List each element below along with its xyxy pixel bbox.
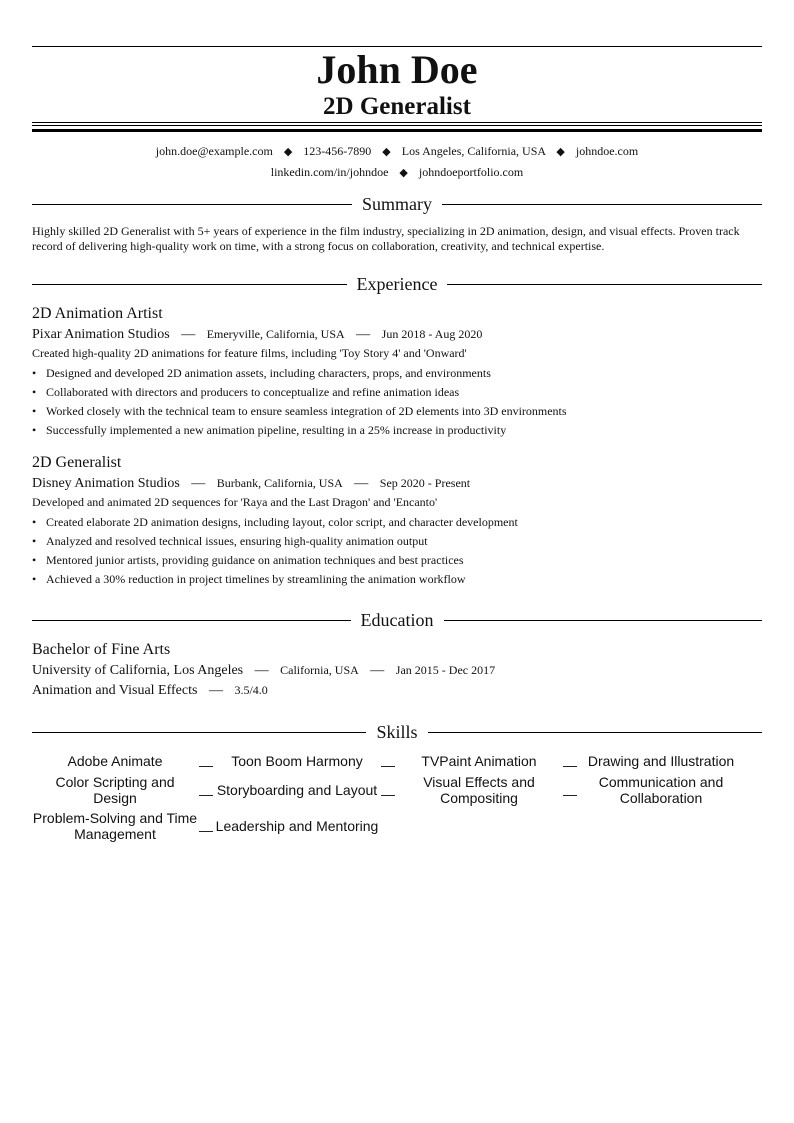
gpa: 3.5/4.0 [234,683,268,697]
bullet-icon: • [32,404,37,418]
job-dates: Sep 2020 - Present [379,476,471,490]
dash-separator: — [181,327,196,342]
skill-item: Color Scripting and Design [55,774,175,806]
experience-heading [32,272,762,296]
diamond-separator-icon: ◆ [283,146,293,158]
contact-line-2 [32,164,762,181]
phone-number: 123-456-7890 [303,144,372,158]
bullet-item [32,571,762,590]
diamond-separator-icon: ◆ [399,167,408,179]
linkedin-link[interactable]: linkedin.com/in/johndoe [270,165,389,179]
bullet-item [32,403,762,422]
job-meta [32,325,762,345]
skill-item: Storyboarding and Layout [216,782,378,798]
dash-separator: — [563,757,577,773]
bullet-icon: • [32,553,37,567]
skill-item: Problem-Solving and Time Management [32,810,198,842]
major: Animation and Visual Effects [32,683,198,698]
candidate-name: John Doe [316,47,478,92]
skill-item: Toon Boom Harmony [231,753,363,769]
degree: Bachelor of Fine Arts [32,641,171,658]
bullet-icon: • [32,534,37,548]
education-heading [32,608,762,632]
candidate-role: 2D Generalist [323,93,471,120]
bullet-icon: • [32,515,37,529]
dash-separator: — [381,757,395,773]
skills-row [32,774,762,806]
school-name: University of California, Los Angeles [32,663,244,678]
job-bullets [32,365,762,441]
job-description: Developed and animated 2D sequences for 'Raya and the Last Dragon' and 'Encanto' [32,495,438,509]
dash-separator: — [370,663,385,678]
bullet-item [32,533,762,552]
diamond-separator-icon: ◆ [382,146,391,158]
dash-separator: — [563,786,577,802]
dash-separator: — [199,757,213,773]
location: Los Angeles, California, USA [401,144,546,158]
skill-item: TVPaint Animation [421,753,537,769]
education-entry [32,640,762,700]
email-link[interactable]: john.doe@example.com [155,144,273,158]
dash-separator: — [199,786,213,802]
website-link[interactable]: johndoe.com [575,144,639,158]
summary-text: Highly skilled 2D Generalist with 5+ years of experience in the film industry, specializing in 2D animation, design, and visual effects. Proven track record of delivering high-quality work on time, with a strong focus on collaboration, creativity, and technical expertise. [32,224,740,253]
dash-separator: — [381,786,395,802]
bullet-text: Designed and developed 2D animation assets, including characters, props, and environments [46,366,491,380]
section-title: Experience [356,274,438,294]
job-location: Burbank, California, USA [216,476,343,490]
header-rule [32,122,762,132]
dash-separator: — [356,327,371,342]
bullet-icon: • [32,572,37,586]
bullet-item [32,384,762,403]
skill-item: Communication and Collaboration [598,774,724,806]
bullet-item [32,422,762,441]
bullet-item [32,514,762,533]
bullet-icon: • [32,366,37,380]
job-title: 2D Generalist [32,454,122,471]
job-location: Emeryville, California, USA [206,327,345,341]
bullet-text: Collaborated with directors and producers to conceptualize and refine animation ideas [46,385,460,399]
school-dates: Jan 2015 - Dec 2017 [395,663,496,677]
skills-grid [32,752,762,842]
job-dates: Jun 2018 - Aug 2020 [381,327,483,341]
job-meta [32,474,762,494]
section-title: Skills [376,722,418,742]
bullet-text: Mentored junior artists, providing guidance on animation techniques and best practices [46,553,464,567]
dash-separator: — [208,683,223,698]
job-entry [32,304,762,441]
skill-item: Leadership and Mentoring [215,818,379,834]
diamond-separator-icon: ◆ [556,146,565,158]
bullet-item [32,552,762,571]
skills-row [32,810,762,842]
skill-item: Adobe Animate [67,753,163,769]
bullet-text: Analyzed and resolved technical issues, ensuring high-quality animation output [46,534,428,548]
skill-item: Drawing and Illustration [587,753,735,769]
company-name: Pixar Animation Studios [32,327,170,342]
dash-separator: — [254,663,269,678]
bullet-text: Created elaborate 2D animation designs, including layout, color script, and character development [46,515,518,529]
summary-heading [32,192,762,216]
bullet-icon: • [32,423,37,437]
bullet-text: Successfully implemented a new animation pipeline, resulting in a 25% increase in productivity [46,423,507,437]
bullet-item [32,365,762,384]
bullet-text: Achieved a 30% reduction in project timelines by streamlining the animation workflow [46,572,466,586]
section-title: Education [360,610,434,630]
job-description: Created high-quality 2D animations for feature films, including 'Toy Story 4' and 'Onward' [32,346,467,360]
skill-item: Visual Effects and Compositing [423,774,535,806]
portfolio-link[interactable]: johndoeportfolio.com [418,165,524,179]
job-entry [32,453,762,590]
major-meta [32,681,762,700]
job-bullets [32,514,762,590]
job-title: 2D Animation Artist [32,305,163,322]
contact-line-1 [32,143,762,160]
school-meta [32,661,762,681]
bullet-text: Worked closely with the technical team to ensure seamless integration of 2D elements into 3D environments [46,404,567,418]
skills-heading [32,720,762,744]
section-title: Summary [362,194,432,214]
dash-separator: — [199,822,213,838]
bullet-icon: • [32,385,37,399]
school-location: California, USA [280,663,359,677]
company-name: Disney Animation Studios [32,476,180,491]
dash-separator: — [191,476,206,491]
skills-row [32,752,762,773]
dash-separator: — [354,476,369,491]
